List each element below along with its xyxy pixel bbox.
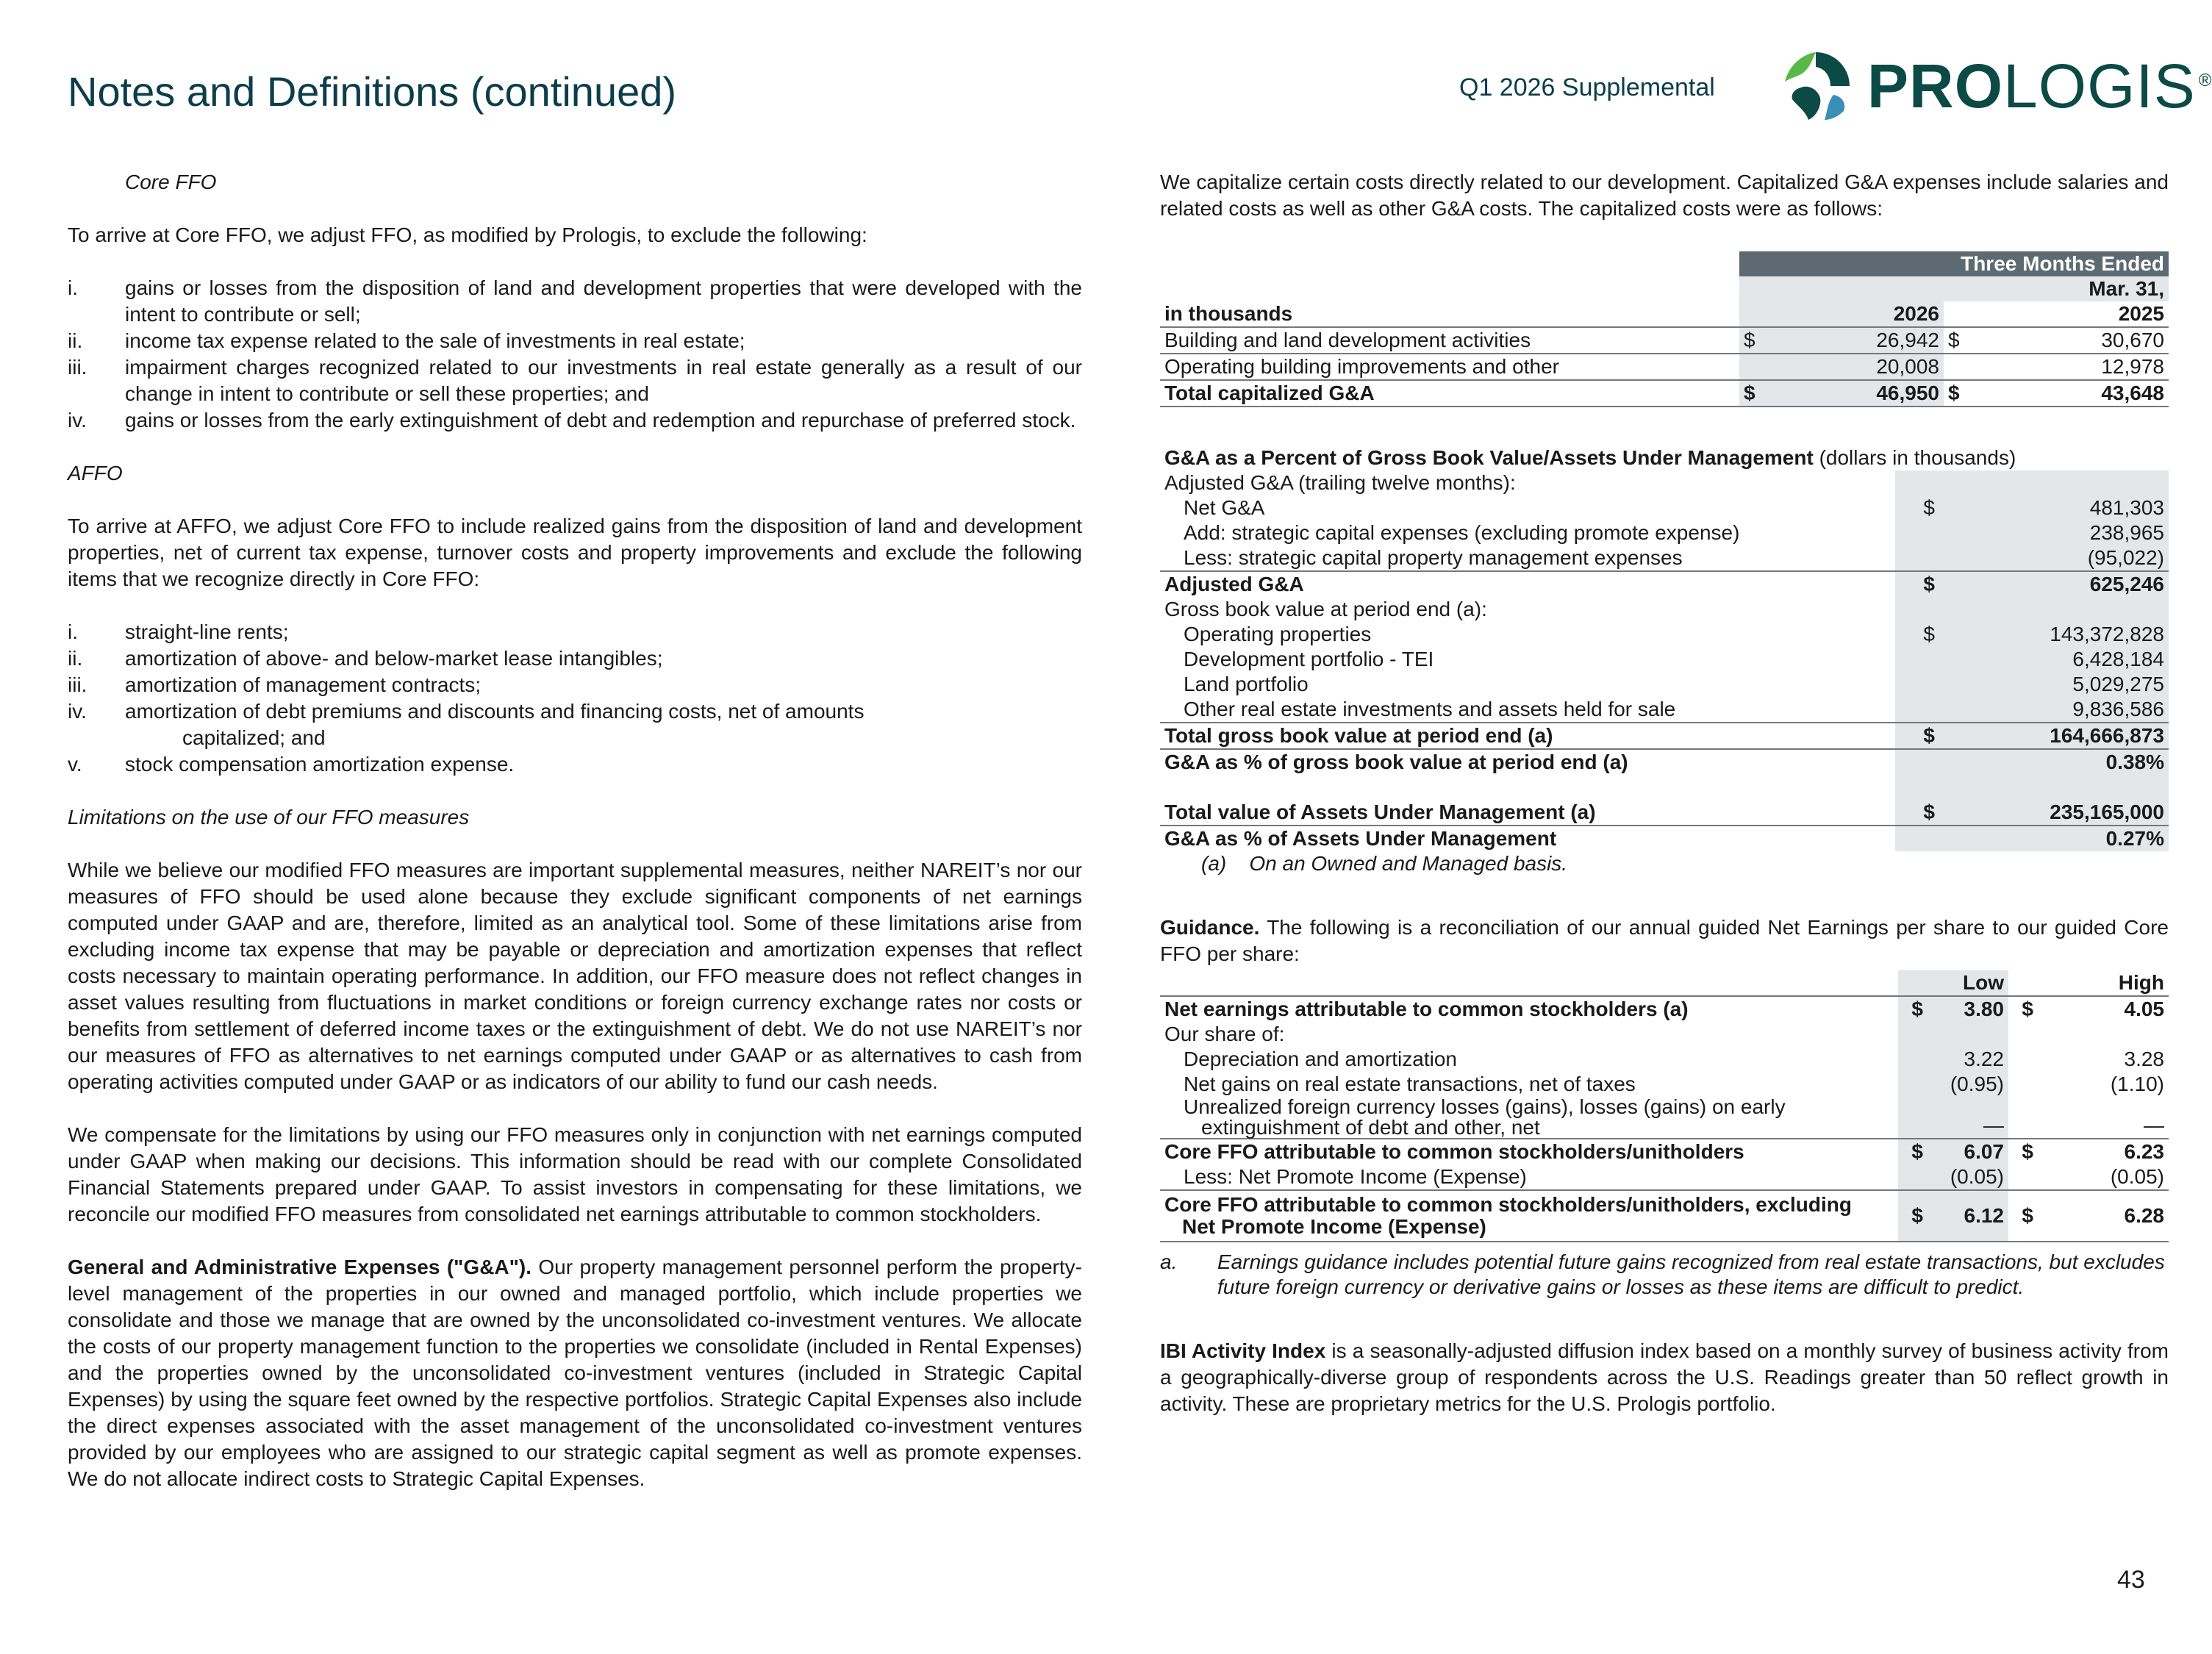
affo-list — [68, 619, 1082, 778]
core-ffo-intro: To arrive at Core FFO, we adjust FFO, as modified by Prologis, to exclude the following: — [68, 223, 867, 246]
ga-percent-heading: G&A as a Percent of Gross Book Value/Assets Under Management (dollars in thousands) — [1164, 446, 2016, 469]
ga-heading: General and Administrative Expenses ("G&A"). — [68, 1256, 532, 1278]
affo-intro: To arrive at AFFO, we adjust Core FFO to include realized gains from the disposition of land and development properties, net of current tax expense, turnover costs and property improvements and exclude the following items that we recognize directly in Core FFO: — [68, 515, 1082, 590]
guidance-footnote: a. Earnings guidance includes potential future gains recognized from real estate transactions, but excludes future foreign currency or derivative gains or losses as these items are difficult to predict. — [1160, 1250, 2165, 1298]
list-item: iv. amortization of debt premiums and discounts and financing costs, net of amounts capitalized; and — [68, 700, 865, 749]
list-item: i. gains or losses from the disposition of land and development properties that were developed with the intent to contribute or sell; — [68, 276, 1082, 326]
table-row: Depreciation and amortization 3.22 3.28 — [1184, 1048, 2164, 1070]
period-sub: Mar. 31, — [1977, 276, 2169, 301]
guidance-table: Low High Net earnings attributable to common stockholders (a) $ 3.80 $ 4.05 Our share of: Depreciation and amortization 3.22 3.28 Net gains on real estate transactions, net of taxes (0.95) (1.10) Unrealized foreign currency losses (gains), losses (gains) on early extinguishment of debt and other, net — — Core FFO attributable to common stockholders/unitholders $ 6.07 $ 6.23 Less: Net Promote Income (Expense) (0.05) (0.05) Core FFO attributable to common stockholders/unitholders, excluding Net Promote Income (Expense) $ 6.12 $ 6.28 — [1160, 970, 2169, 1242]
table-row: Adjusted G&A $ 625,246 — [1160, 571, 2169, 597]
table-row: Net earnings attributable to common stockholders (a) $ 3.80 $ 4.05 — [1164, 998, 2164, 1020]
total-row: Total capitalized G&A $ 46,950 $ 43,648 — [1160, 380, 2169, 407]
page-number: 43 — [2117, 1566, 2145, 1594]
list-item: i. straight-line rents; — [68, 620, 289, 643]
globe-icon — [1779, 49, 1853, 123]
table-row: Operating properties $ 143,372,828 — [1160, 622, 2169, 647]
table-row: Building and land development activities $ 26,942 $ 30,670 — [1160, 327, 2169, 354]
table-row: Net G&A $ 481,303 — [1160, 495, 2169, 520]
low-header: Low — [1928, 970, 2008, 996]
limitations-paragraph-1: While we believe our modified FFO measures are important supplemental measures, neither NAREIT’s nor our measures of FFO should be used alone because they exclude significant components of net earnings computed under GAAP and are, therefore, limited as an analytical tool. Some of these limitations arise from excluding income tax expense that may be payable or depreciation and amortization expenses that reflect costs necessary to maintain operating performance. In addition, our FFO measure does not reflect changes in asset values resulting from fluctuations in market conditions or foreign currency exchange rates nor costs or benefits from settlement of deferred income taxes or the extinguishment of debt. We do not use NAREIT’s nor our measures of FFO as alternatives to net earnings computed under GAAP or as alternatives to cash from operating activities computed under GAAP or as indicators of our ability to fund our cash needs. — [68, 859, 1082, 1093]
list-item: iv. gains or losses from the early extinguishment of debt and redemption and repurchase of preferred stock. — [68, 409, 1076, 432]
capitalized-intro: We capitalize certain costs directly related to our development. Capitalized G&A expenses include salaries and related costs as well as other G&A costs. The capitalized costs were as follows: — [1160, 171, 2169, 220]
high-header: High — [2118, 971, 2164, 994]
table-row: Add: strategic capital expenses (excluding promote expense) 238,965 — [1160, 520, 2169, 545]
table-row: Land portfolio 5,029,275 — [1160, 672, 2169, 697]
right-column — [1160, 169, 2169, 1417]
ga-paragraph: General and Administrative Expenses ("G&A"). Our property management personnel perform the property-level management of the properties in our owned and managed portfolio, which include properties we consolidate and those we manage that are owned by the unconsolidated co-investment ventures. We allocate the costs of our property management function to the properties we consolidate (included in Rental Expenses) and the properties owned by the unconsolidated co-investment ventures (included in Strategic Capital Expenses) by using the square feet owned by the respective portfolios. Strategic Capital Expenses also include the direct expenses associated with the asset management of the unconsolidated co-investment ventures provided by our employees who are assigned to our strategic capital segment as well as promote expenses. We do not allocate indirect costs to Strategic Capital Expenses. — [68, 1256, 1082, 1490]
limitations-paragraph-2: We compensate for the limitations by using our FFO measures only in conjunction with net earnings computed under GAAP when making our decisions. This information should be read with our complete Consolidated Financial Statements prepared under GAAP. To assist investors in compensating for these limitations, we reconcile our modified FFO measures from consolidated net earnings attributable to common stockholders. — [68, 1123, 1082, 1225]
table-row: Operating building improvements and other 20,008 12,978 — [1160, 354, 2169, 380]
table-row: Total gross book value at period end (a) $ 164,666,873 — [1160, 723, 2169, 749]
ga-percent-table: G&A as a Percent of Gross Book Value/Assets Under Management (dollars in thousands) Adjusted G&A (trailing twelve months): Net G&A $ 481,303 Add: strategic capital expenses (excluding promote expense) 238,965 Less: strategic capital property management expenses (95,022) Adjusted G&A $ 625,246 Gross book value at period end (a): Operating properties $ 143,372,828 Development portfolio - TEI 6,428,184 Land portfolio 5,029,275 Other real estate investments and assets held for sale 9,836,586 Total gross book value at period end (a) $ 164,666,873 G&A as % of gross book value at period end (a) 0.38% Total value of Assets Under Management (a) $ 235,165,000 G&A as % of Assets Under Management 0.27% (a) On an Owned and Managed basis. — [1160, 445, 2169, 876]
table-row: Core FFO attributable to common stockholders/unitholders $ 6.07 $ 6.23 — [1160, 1139, 2169, 1164]
year-2025: 2025 — [2118, 302, 2164, 325]
list-item: v. stock compensation amortization expense. — [68, 753, 515, 776]
prologis-logo — [1779, 46, 2212, 126]
list-item: iii. amortization of management contracts; — [68, 673, 482, 696]
list-item: ii. amortization of above- and below-market lease intangibles; — [68, 647, 663, 670]
list-item: ii. income tax expense related to the sale of investments in real estate; — [68, 329, 745, 352]
guidance-intro: Guidance. The following is a reconciliation of our annual guided Net Earnings per share to our guided Core FFO per share: — [1160, 916, 2169, 965]
period-header: Three Months Ended — [1739, 251, 2169, 276]
unit-label: in thousands — [1164, 302, 1293, 325]
table-row: Other real estate investments and assets held for sale 9,836,586 — [1160, 697, 2169, 723]
table-row: Less: Net Promote Income (Expense) (0.05) (0.05) — [1160, 1164, 2169, 1190]
year-2026: 2026 — [1773, 301, 1944, 327]
table-row: Less: strategic capital property management expenses (95,022) — [1160, 545, 2169, 571]
logo-wordmark: PROLOGIS ® — [1867, 51, 2212, 121]
left-column — [68, 169, 1082, 1492]
table-row: Total value of Assets Under Management (a) $ 235,165,000 — [1160, 800, 2169, 826]
affo-heading: AFFO — [68, 462, 123, 484]
table-row: Development portfolio - TEI 6,428,184 — [1160, 647, 2169, 672]
table-row: G&A as % of Assets Under Management 0.27% — [1160, 826, 2169, 851]
core-ffo-heading: Core FFO — [125, 171, 217, 193]
supplemental-label: Q1 2026 Supplemental — [1459, 74, 1715, 101]
table-row: G&A as % of gross book value at period end (a) 0.38% — [1160, 749, 2169, 775]
core-ffo-list — [68, 275, 1082, 434]
footnote: (a) On an Owned and Managed basis. — [1201, 852, 1568, 875]
table-row: Unrealized foreign currency losses (gains), losses (gains) on early extinguishment of debt and other, net — — — [1184, 1095, 2164, 1139]
ibi-paragraph: IBI Activity Index is a seasonally-adjusted diffusion index based on a monthly survey of business activity from a geographically-diverse group of respondents across the U.S. Readings greater than 50 reflect growth in activity. These are proprietary metrics for the U.S. Prologis portfolio. — [1160, 1339, 2169, 1415]
capitalized-ga-table — [1160, 251, 2169, 407]
limitations-heading: Limitations on the use of our FFO measures — [68, 806, 470, 828]
table-row: Core FFO attributable to common stockholders/unitholders, excluding Net Promote Income (Expense) $ 6.12 $ 6.28 — [1160, 1190, 2169, 1242]
list-item: iii. impairment charges recognized related to our investments in real estate generally as a result of our change in intent to contribute or sell these properties; and — [68, 356, 1082, 405]
page-title: Notes and Definitions (continued) — [68, 68, 677, 115]
table-row: Net gains on real estate transactions, net of taxes (0.95) (1.10) — [1184, 1073, 2164, 1095]
